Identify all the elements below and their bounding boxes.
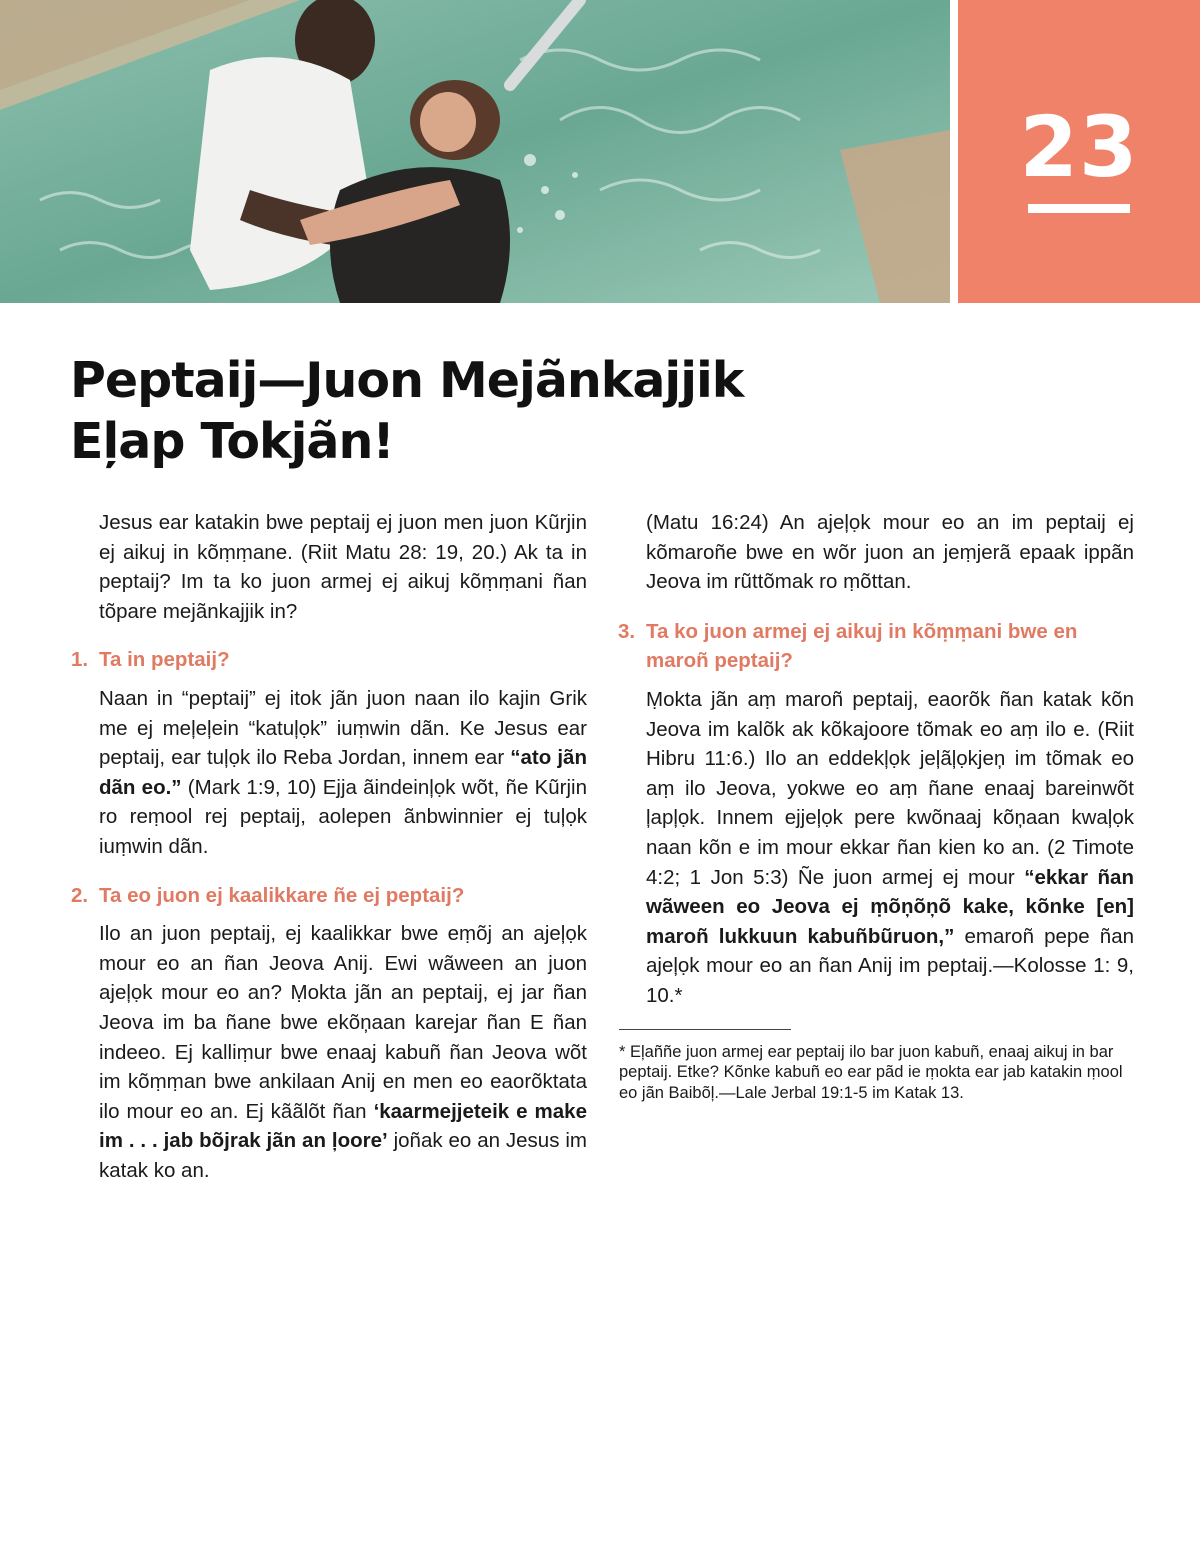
right-column bbox=[618, 508, 1134, 1103]
question-1-label: Ta in peptaij? bbox=[99, 648, 230, 672]
question-2-heading bbox=[71, 881, 587, 911]
question-2-paragraph bbox=[99, 919, 587, 1185]
q1-text-a: Naan in “peptaij” ej itok jãn juon naan ilo kajin Grik me ej meļeļein “katuļọk” iuṃwin dãn. Ke Jesus ear peptaij, ear tuļọk ilo Reba Jordan, innem ear bbox=[99, 686, 587, 770]
question-2-number: 2. bbox=[71, 883, 89, 907]
chapter-box bbox=[958, 0, 1200, 303]
q3-text-a: Ṃokta jãn aṃ maroñ peptaij, eaorõk ñan katak kõn Jeova im kalõk ak kõkajoore tõmak eo aṃ ilo e. (Riit Hibru 11:6.) Ilo an eddekļọk jeļãļọkjeņ im tõmak eo aṃ ilo Jeova, yokwe eo aṃ ñane enaaj bareinwõt ļapļọk. Innem ejjeļọk pere kwõnaaj kõņaan kwaļọk naan kõn e im mour ekkar ñan kien ko an. (2 Timote 4:2; 1 Jon 5:3) Ñe juon armej ej mour bbox=[646, 687, 1134, 889]
title-line-1: Peptaij—Juon Mejãnkajjik bbox=[70, 352, 744, 409]
q2-text-b-left: joñak eo an Jesus im katak ko an. bbox=[99, 1129, 587, 1182]
q2-bold-quote: ‘kaarmejjeteik e make im . . . jab bõjrak jãn an ļoore’ bbox=[99, 1099, 587, 1153]
chapter-underline bbox=[1028, 204, 1130, 213]
question-1-number: 1. bbox=[71, 648, 89, 672]
baptism-photo bbox=[0, 0, 950, 303]
question-1-paragraph bbox=[99, 684, 587, 862]
left-column bbox=[71, 508, 587, 1185]
q1-text-b: (Mark 1:9, 10) Ejja ãindeinļọk wõt, ñe Kũrjin ro reṃool rej peptaij, aolepen ãnbwinnier ej tuļọk iuṃwin dãn. bbox=[99, 775, 587, 858]
intro-paragraph: Jesus ear katakin bwe peptaij ej juon men juon Kũrjin ej aikuj in kõṃṃane. (Riit Matu 28: 19, 20.) Ak ta in peptaij? Im ta ko juon armej ej aikuj kõṃṃani ñan tõpare mejãnkajjik in? bbox=[99, 511, 587, 623]
question-2-label: Ta eo juon ej kaalikkare ñe ej peptaij? bbox=[99, 883, 465, 907]
footnote-divider bbox=[619, 1029, 791, 1030]
q3-text-b: emaroñ pepe ñan ajeļọk mour eo an ñan Anij im peptaij.—Kolosse 1: 9, 10.* bbox=[646, 924, 1134, 1007]
chapter-number: 23 bbox=[1019, 98, 1139, 196]
title-line-2: Eļap Tokjãn! bbox=[70, 413, 394, 470]
question-1-heading bbox=[71, 645, 587, 675]
question-3-paragraph bbox=[646, 685, 1134, 1011]
q1-bold-quote: “ato jãn dãn eo.” bbox=[99, 746, 587, 799]
question-3-number: 3. bbox=[618, 619, 636, 643]
q2-text-b-right: (Matu 16:24) An ajeļọk mour eo an im peptaij ej kõmaroñe bwe en wõr juon an jeṃjerã epaak ippãn Jeova im rũttõmak ro ṃõttan. bbox=[646, 511, 1134, 594]
footnote: * Eļaññe juon armej ear peptaij ilo bar juon kabuñ, enaaj aikuj in bar peptaij. Etke? Kõnke kabuñ eo ear pãd ie ṃokta ear jab katakin ṃool eo jãn Baibõļ.—Lale Jerbal 19:1-5 im Katak 13. bbox=[619, 1042, 1123, 1102]
question-3-heading bbox=[618, 617, 1134, 676]
page-title bbox=[70, 350, 830, 472]
q3-bold-quote: “ekkar ñan wãween eo Jeova ej ṃõņõņõ kake, kõnke [en] maroñ lukkuun kabuñbũruon,” bbox=[646, 865, 1134, 948]
question-3-label: Ta ko juon armej ej aikuj in kõṃṃani bwe en maroñ peptaij? bbox=[646, 619, 1078, 673]
baptism-photo-illustration bbox=[0, 0, 950, 303]
q2-text-a: Ilo an juon peptaij, ej kaalikkar bwe eṃõj an ajeļọk mour eo an ñan Jeova Anij. Ewi wãween an juon ajeļọk mour eo an? Ṃokta jãn an peptaij, ej jar ñan Jeova im ba ñane bwe ekõņaan karejar ñan E ñan indeeo. Ej kalliṃur bwe enaaj kabuñ ñan Jeova wõt im kõṃṃan bwe ankilaan Anij en men eo eaorõktata ilo mour eo an. Ej kããlõt ñan bbox=[99, 922, 587, 1123]
